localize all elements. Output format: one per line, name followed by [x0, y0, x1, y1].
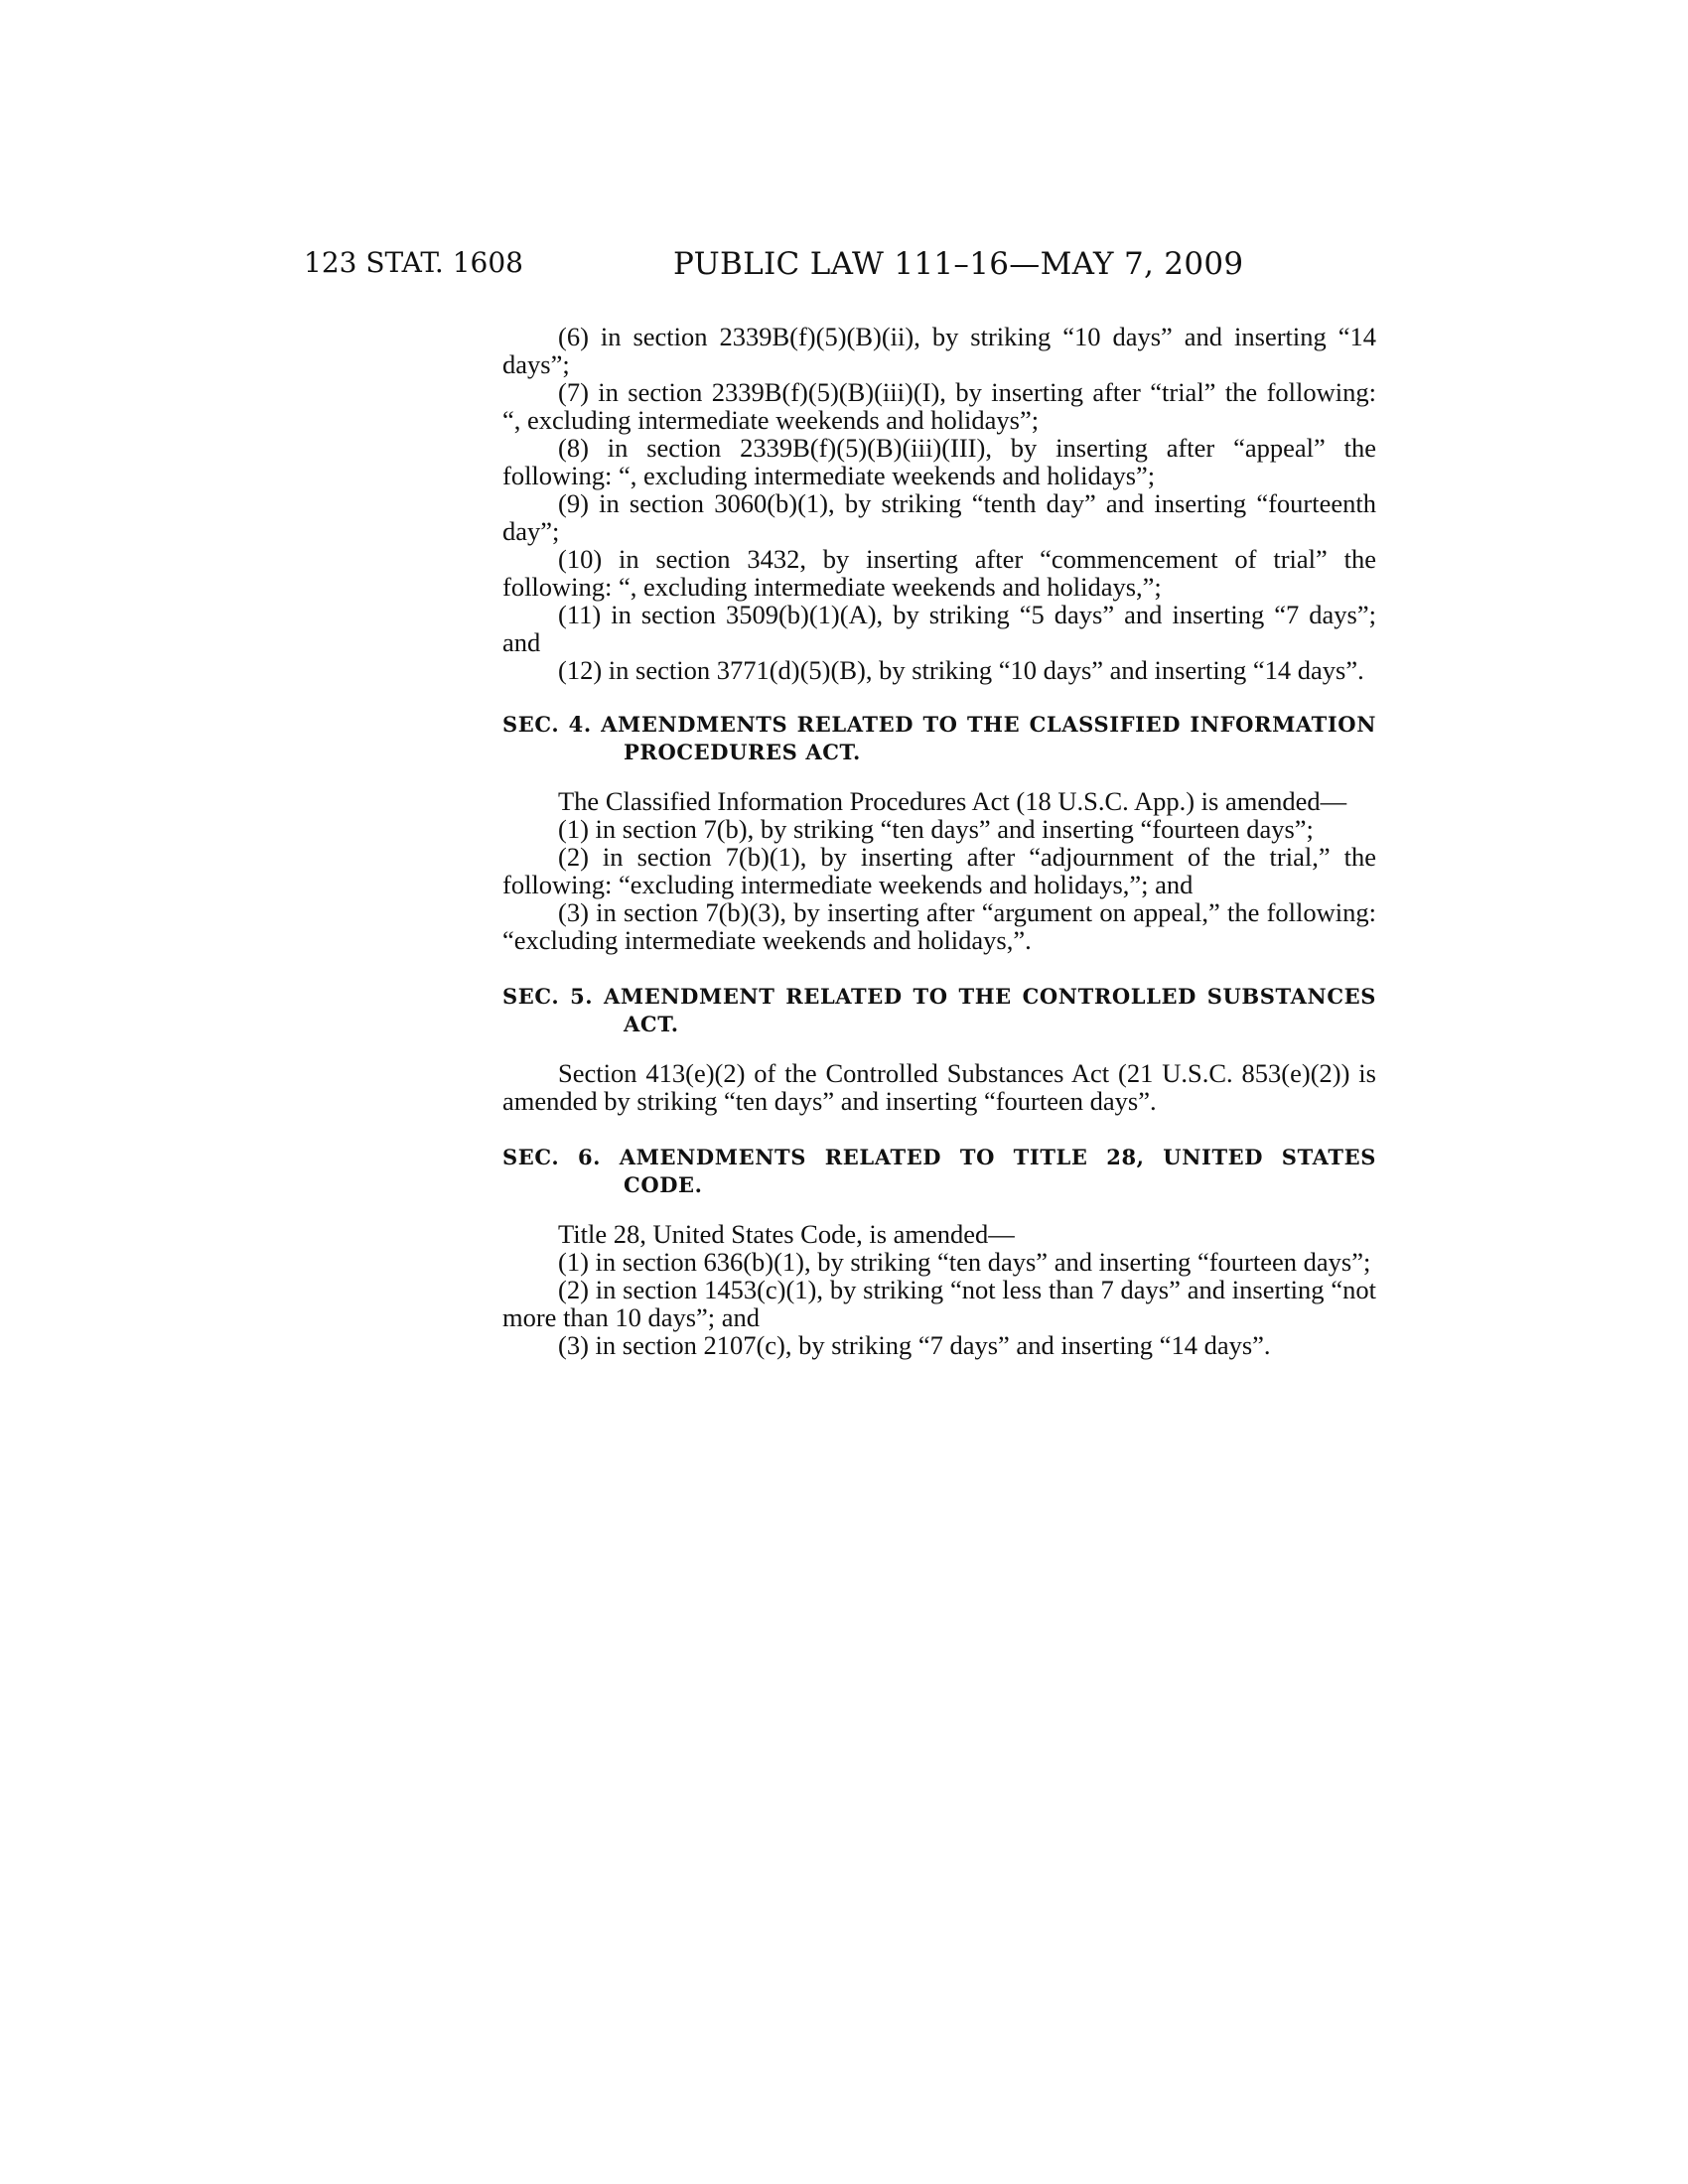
list-item: (11) in section 3509(b)(1)(A), by striking “5 days” and inserting “7 days”; and: [502, 600, 1376, 657]
list-item: (2) in section 1453(c)(1), by striking “not less than 7 days” and inserting “not more than 10 days”; and: [502, 1275, 1376, 1332]
list-item: (3) in section 2107(c), by striking “7 days” and inserting “14 days”.: [558, 1330, 1271, 1360]
list-item: (1) in section 636(b)(1), by striking “ten days” and inserting “fourteen days”;: [558, 1247, 1371, 1277]
section-intro: Title 28, United States Code, is amended—: [558, 1219, 1015, 1249]
section-heading-sec-5: SEC. 5. AMENDMENT RELATED TO THE CONTROLLED SUBSTANCES ACT.: [502, 984, 1376, 1036]
section-intro: Section 413(e)(2) of the Controlled Substances Act (21 U.S.C. 853(e)(2)) is amended by striking “ten days” and inserting “fourteen days”.: [502, 1058, 1376, 1116]
list-item: (9) in section 3060(b)(1), by striking “tenth day” and inserting “fourteenth day”;: [502, 488, 1376, 546]
list-item: (3) in section 7(b)(3), by inserting after “argument on appeal,” the following: “excluding intermediate weekends and holidays,”.: [502, 897, 1376, 955]
section-heading-sec-4: SEC. 4. AMENDMENTS RELATED TO THE CLASSIFIED INFORMATION PROCEDURES ACT.: [502, 712, 1376, 764]
list-item: (12) in section 3771(d)(5)(B), by striking “10 days” and inserting “14 days”.: [558, 655, 1364, 685]
list-item: (1) in section 7(b), by striking “ten days” and inserting “fourteen days”;: [558, 814, 1314, 844]
list-item: (10) in section 3432, by inserting after “commencement of trial” the following: “, excluding intermediate weekends and holidays,”;: [502, 544, 1376, 602]
section-intro: The Classified Information Procedures Act (18 U.S.C. App.) is amended—: [558, 786, 1347, 816]
list-item: (2) in section 7(b)(1), by inserting after “adjournment of the trial,” the following: “excluding intermediate weekends and holidays,”; and: [502, 842, 1376, 899]
public-law-title: PUBLIC LAW 111–16—MAY 7, 2009: [673, 246, 1244, 282]
document-body: [502, 323, 1376, 1359]
running-header: [304, 246, 1386, 286]
section-heading-sec-6: SEC. 6. AMENDMENTS RELATED TO TITLE 28, UNITED STATES CODE.: [502, 1145, 1376, 1197]
list-item: (7) in section 2339B(f)(5)(B)(iii)(I), by inserting after “trial” the following: “, excluding intermediate weekends and holidays”;: [502, 377, 1376, 435]
list-item: (8) in section 2339B(f)(5)(B)(iii)(III), by inserting after “appeal” the following: “, excluding intermediate weekends and holidays”;: [502, 433, 1376, 490]
statute-page-number: 123 STAT. 1608: [304, 246, 523, 279]
list-item: (6) in section 2339B(f)(5)(B)(ii), by striking “10 days” and inserting “14 days”;: [502, 322, 1376, 379]
